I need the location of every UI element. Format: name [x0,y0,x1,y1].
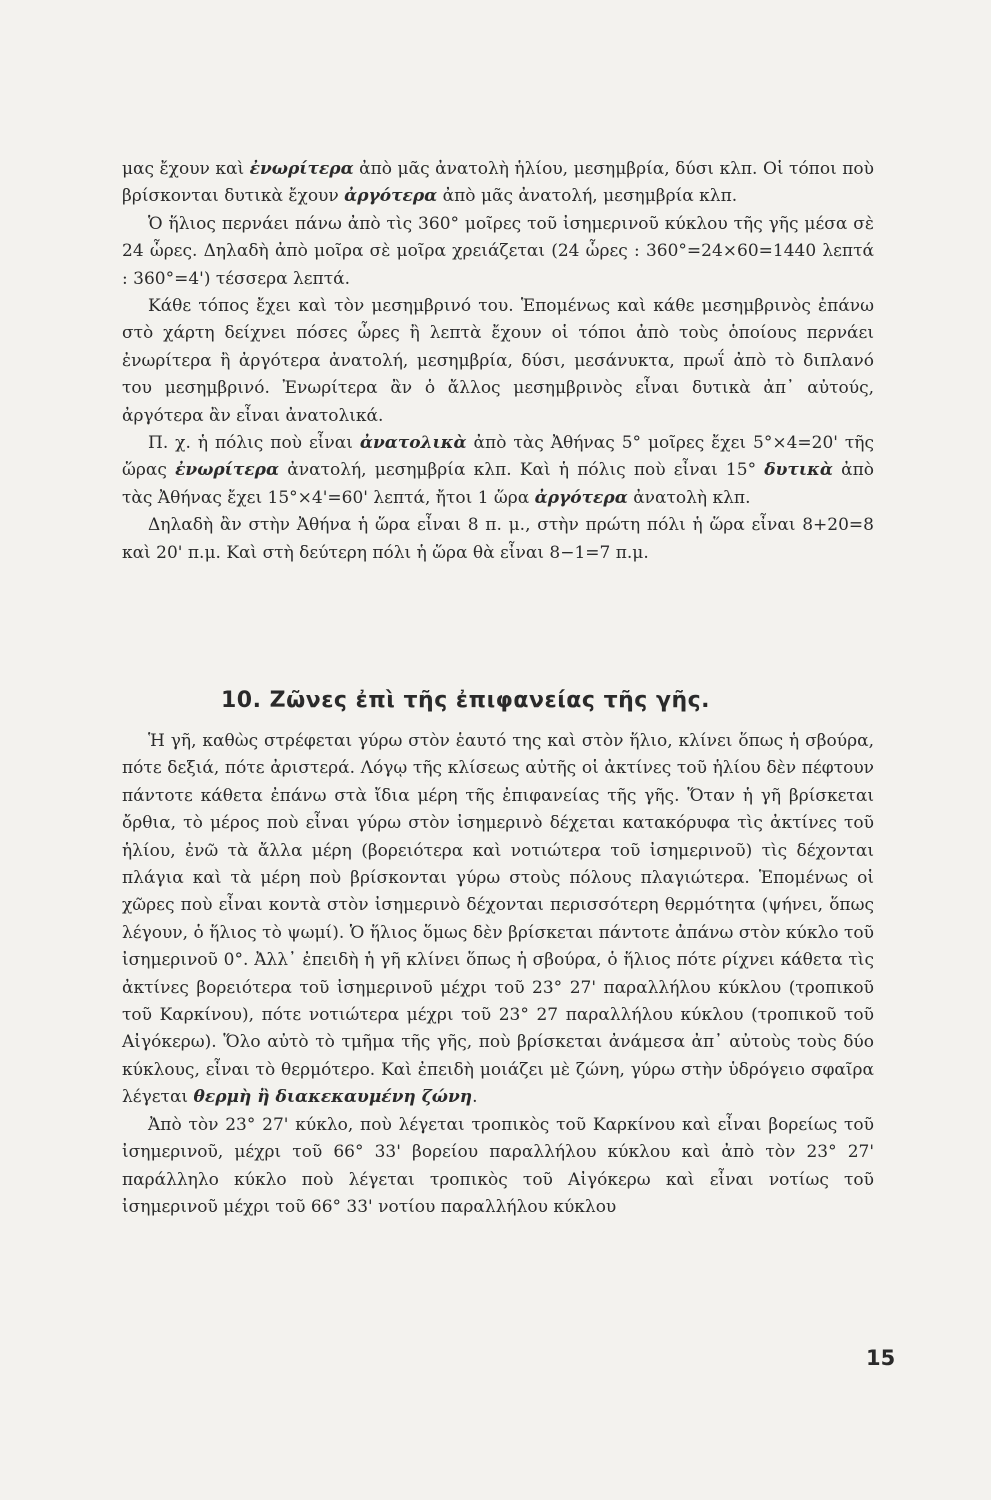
emphasis: ἀργότερα [344,186,438,207]
text-run: μας ἔχουν καὶ [122,159,250,179]
text-run: ἀπὸ τὰς Ἀθήνας 5° μοῖρες ἔχει 5°×4=20' τῆς ὥρας [122,433,875,481]
text-run: Ἡ γῆ, καθὼς στρέφεται γύρω στὸν ἑαυτό της καὶ στὸν ἥλιο, κλίνει ὅπως ἡ σβούρα, πότε δεξιά, πότε ἀριστερά. Λόγῳ τῆς κλίσεως αὐτῆς οἱ ἀκτίνες τοῦ ἡλίου δὲν πέφτουν πάντοτε κάθετα ἐπάνω στὰ ἴδια μέρη τῆς ἐπιφανείας τῆς γῆς. Ὅταν ἡ γῆ βρίσκεται ὄρθια, τὸ μέρος ποὺ εἶναι γύρω στὸν ἰσημερινὸ δέχεται κατακόρυφα τὶς ἀκτίνες τοῦ ἡλίου, ἐνῶ τὰ ἄλλα μέρη (βορειότερα καὶ νοτιώτερα τοῦ ἰσημερινοῦ) τὶς δέχονται πλάγια καὶ τὰ μέρη ποὺ βρίσκονται γύρω στοὺς πόλους πλαγιώτερα. Ἑπομένως οἱ χῶρες ποὺ εἶναι κοντὰ στὸν ἰσημερινὸ δέχονται περισσότερη θερμότητα (ψήνει, ὅπως λέγουν, ὁ ἥλιος τὸ ψωμί). Ὁ ἥλιος ὅμως δὲν βρίσκεται πάντοτε ἀπάνω στὸν κύκλο τοῦ ἰσημερινοῦ 0°. Ἀλλ᾽ ἐπειδὴ ἡ γῆ κλίνει ὅπως ἡ σβούρα, ὁ ἥλιος πότε ρίχνει κάθετα τὶς ἀκτίνες βορειότερα τοῦ ἰσημερινοῦ μέχρι τοῦ 23° 27' παραλλήλου κύκλου (τροπικοῦ τοῦ Καρκίνου), πότε νοτιώτερα μέχρι τοῦ 23° 27 παραλλήλου κύκλου (τροπικοῦ τοῦ Αἰγόκερω). Ὅλο αὐτὸ τὸ τμῆμα τῆς γῆς, ποὺ βρίσκεται ἀνάμεσα ἀπ᾽ αὐτοὺς τοὺς δύο κύκλους, εἶναι τὸ θερμότερο. Καὶ ἐπειδὴ μοιάζει μὲ ζώνη, γύρω στὴν ὑδρόγειο σφαῖρα λέγεται [122,731,874,1108]
emphasis: ἐνωρίτερα [249,159,354,179]
emphasis: δυτικὰ [764,460,833,481]
page-number: 15 [866,1346,896,1370]
text-run: ἀνατολή, μεσημβρία κλπ. Καὶ ἡ πόλις ποὺ εἶναι 15° [279,460,765,481]
paragraph: Κάθε τόπος ἔχει καὶ τὸν μεσημβρινό του. Ἑπομένως καὶ κάθε μεσημβρινὸς ἐπάνω στὸ χάρτη δείχνει πόσες ὧρες ἢ λεπτὰ ἔχουν οἱ τόποι ἀπὸ τοὺς ὁποίους περνάει ἐνωρίτερα ἢ ἀργότερα ἀνατολή, μεσημβρία, δύσι, μεσάνυκτα, πρωΐ ἀπὸ τὸ διπλανό του μεσημβρινό. Ἐνωρίτερα ἂν ὁ ἄλλος μεσημβρινὸς εἶναι δυτικὰ ἀπ᾽ αὐτούς, ἀργότερα ἂν εἶναι ἀνατολικά. [122,296,874,426]
text-run: . [472,1087,478,1108]
text-run: ἀπὸ μᾶς ἀνατολή, μεσημβρία κλπ. [437,186,738,207]
text-run: ἀπὸ μᾶς ἀνατολὴ ἡλίου, μεσημβρία, δύσι κλπ. Οἱ τόποι ποὺ βρίσκονται δυτικὰ ἔχουν [122,159,874,207]
paragraph [122,156,874,211]
paragraph [122,728,874,1112]
text-run: ἀνατολὴ κλπ. [627,487,751,508]
emphasis: ἀργότερα [534,487,628,508]
text-run: ἀπὸ τὰς Ἀθήνας ἔχει 15°×4'=60' λεπτά, ἤτοι 1 ὥρα [122,460,874,508]
paragraph: Δηλαδὴ ἂν στὴν Ἀθήνα ἡ ὥρα εἶναι 8 π. μ., στὴν πρώτη πόλι ἡ ὥρα εἶναι 8+20=8 καὶ 20' π.μ. Καὶ στὴ δεύτερη πόλι ἡ ὥρα θὰ εἶναι 8−1=7 π.μ. [122,515,874,563]
emphasis: ἐνωρίτερα [175,460,280,481]
paragraph [122,430,874,512]
paragraph: Ὁ ἥλιος περνάει πάνω ἀπὸ τὶς 360° μοῖρες τοῦ ἰσημερινοῦ κύκλου τῆς γῆς μέσα σὲ 24 ὧρες. Δηλαδὴ ἀπὸ μοῖρα σὲ μοῖρα χρειάζεται (24 ὧρες : 360°=24×60=1440 λεπτά : 360°=4') τέσσερα λεπτά. [122,213,874,289]
text-run: Π. χ. ἡ πόλις ποὺ εἶναι [148,433,360,454]
emphasis: ἀνατολικὰ [359,433,467,454]
section-heading: 10. Ζῶνες ἐπὶ τῆς ἐπιφανείας τῆς γῆς. [221,688,711,713]
emphasis: θερμὴ ἢ διακεκαυμένη ζώνη [193,1087,473,1108]
paragraph: Ἀπὸ τὸν 23° 27' κύκλο, ποὺ λέγεται τροπικὸς τοῦ Καρκίνου καὶ εἶναι βορείως τοῦ ἰσημερινοῦ, μέχρι τοῦ 66° 33' βορείου παραλλήλου κύκλου καὶ ἀπὸ τὸν 23° 27' παράλληλο κύκλο ποὺ λέγεται τροπικὸς τοῦ Αἰγόκερω καὶ εἶναι νοτίως τοῦ ἰσημερινοῦ μέχρι τοῦ 66° 33' νοτίου παραλλήλου κύκλου [122,1114,874,1217]
text-block-upper [122,156,874,567]
text-block-lower [122,728,874,1221]
